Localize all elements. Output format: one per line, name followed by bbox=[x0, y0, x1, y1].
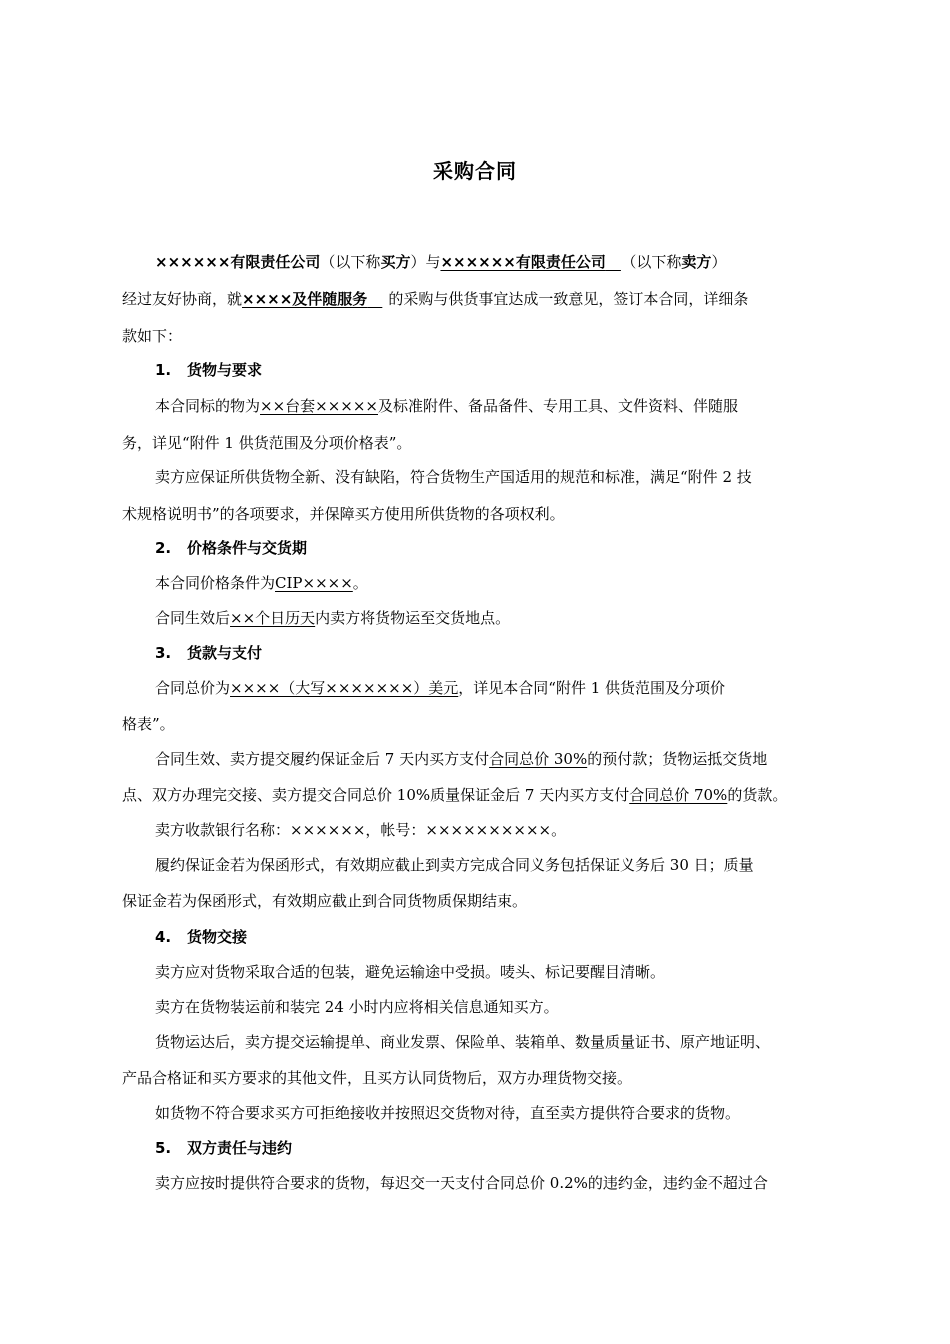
s4-para-3-line-1: 货物运达后，卖方提交运输提单、商业发票、保险单、装箱单、数量质量证书、原产地证明、 bbox=[155, 1033, 771, 1051]
s3-para-4-line-2: 保证金若为保函形式，有效期应截止到合同货物质保期结束。 bbox=[122, 892, 528, 910]
intro-line-3: 款如下： bbox=[122, 327, 183, 345]
s3-para-2-line-2: 点、双方办理完交接、卖方提交合同总价 10%质量保证金后 7 天内买方支付合同总价 70%的货款。 bbox=[122, 786, 788, 804]
buyer-word: 买方 bbox=[380, 253, 411, 271]
seller-company: ××××××有限责任公司 bbox=[440, 253, 606, 271]
s1-para-2-line-1: 卖方应保证所供货物全新、没有缺陷，符合货物生产国适用的规范和标准，满足“附件 2 技 bbox=[155, 468, 752, 486]
s1-para-1-line-1: 本合同标的物为××台套×××××及标准附件、备品备件、专用工具、文件资料、伴随服 bbox=[155, 397, 739, 415]
s5-para-1: 卖方应按时提供符合要求的货物，每迟交一天支付合同总价 0.2%的违约金，违约金不超过合 bbox=[155, 1174, 768, 1192]
s3-para-3: 卖方收款银行名称：××××××，帐号：××××××××××。 bbox=[155, 821, 567, 839]
section-5-heading: 5. 双方责任与违约 bbox=[155, 1139, 293, 1157]
buyer-company: ××××××有限责任公司 bbox=[155, 253, 321, 271]
intro-line-2: 经过友好协商，就××××及伴随服务 的采购与供货事宜达成一致意见，签订本合同，详细条 bbox=[122, 290, 749, 308]
s1-para-1-line-2: 务，详见“附件 1 供货范围及分项价格表”。 bbox=[122, 434, 412, 452]
page-title: 采购合同 bbox=[433, 159, 517, 183]
s3-para-1-line-1: 合同总价为××××（大写×××××××）美元，详见本合同“附件 1 供货范围及分项价 bbox=[155, 679, 726, 697]
s4-para-1: 卖方应对货物采取合适的包装，避免运输途中受损。唛头、标记要醒目清晰。 bbox=[155, 963, 666, 981]
s3-para-4-line-1: 履约保证金若为保函形式，有效期应截止到卖方完成合同义务包括保证义务后 30 日；质量 bbox=[155, 856, 754, 874]
s1-para-2-line-2: 术规格说明书”的各项要求，并保障买方使用所供货物的各项权利。 bbox=[122, 505, 565, 523]
s3-para-2-line-1: 合同生效、卖方提交履约保证金后 7 天内买方支付合同总价 30%的预付款；货物运抵交货地 bbox=[155, 750, 768, 768]
s4-para-4: 如货物不符合要求买方可拒绝接收并按照迟交货物对待，直至卖方提供符合要求的货物。 bbox=[155, 1104, 741, 1122]
section-3-heading: 3. 货款与支付 bbox=[155, 644, 263, 662]
intro-line-1: ××××××有限责任公司（以下称买方）与××××××有限责任公司 （以下称卖方） bbox=[155, 253, 727, 271]
s2-para-1: 本合同价格条件为CIP××××。 bbox=[155, 574, 368, 592]
seller-word: 卖方 bbox=[681, 253, 712, 271]
goods-service: ××××及伴随服务 bbox=[242, 290, 368, 308]
section-4-heading: 4. 货物交接 bbox=[155, 928, 248, 946]
s4-para-3-line-2: 产品合格证和买方要求的其他文件，且买方认同货物后，双方办理货物交接。 bbox=[122, 1069, 633, 1087]
section-1-heading: 1. 货物与要求 bbox=[155, 361, 263, 379]
section-2-heading: 2. 价格条件与交货期 bbox=[155, 539, 308, 557]
s4-para-2: 卖方在货物装运前和装完 24 小时内应将相关信息通知买方。 bbox=[155, 998, 559, 1016]
s3-para-1-line-2: 格表”。 bbox=[122, 715, 175, 733]
s2-para-2: 合同生效后××个日历天内卖方将货物运至交货地点。 bbox=[155, 609, 511, 627]
